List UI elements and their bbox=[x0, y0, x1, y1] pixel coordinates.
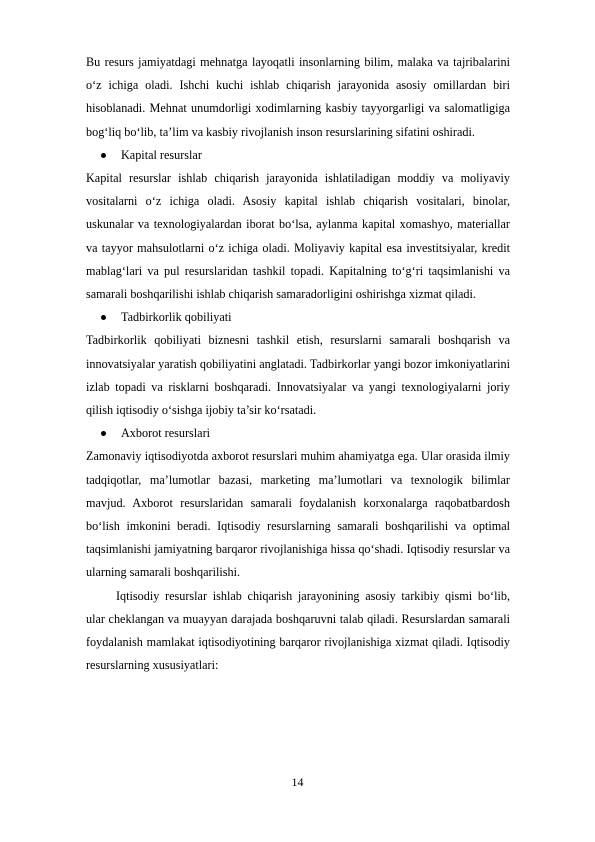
bullet-label: Axborot resurslari bbox=[121, 426, 211, 441]
bullet-label: Tadbirkorlik qobiliyati bbox=[121, 310, 232, 325]
paragraph-economic-resources: Iqtisodiy resurslar ishlab chiqarish jarayonining asosiy tarkibiy qismi bo‘lib, ular cheklangan va muayyan darajada boshqaruvni talab qiladi. Resurslardan samarali foydalanish mamlakat iqtisodiyotining barqaror rivojlanishiga xizmat qiladi. Iqtisodiy resurslarning xususiyatlari: bbox=[86, 588, 510, 673]
paragraph-information-resources: Zamonaviy iqtisodiyotda axborot resurslari muhim ahamiyatga ega. Ular orasida ilmiy tadqiqotlar, ma’lumotlar bazasi, marketing ma’lumotlari va texnologik bilimlar mavjud. Axborot resurslaridan samarali foydalanish korxonalarga raqobatbardosh bo‘lish imkonini beradi. Iqtisodiy resurslarning samarali boshqarilishi va optimal taqsimlanishi jamiyatning barqaror rivojlanishiga hissa qo‘shadi. Iqtisodiy resurslar va ularning samarali boshqarilishi. bbox=[86, 449, 510, 580]
bullet-item-information-resources bbox=[86, 422, 510, 445]
page-number: 14 bbox=[291, 775, 304, 789]
paragraph-labor-resources: Bu resurs jamiyatdagi mehnatga layoqatli insonlarning bilim, malaka va tajribalarini o‘z ichiga oladi. Ishchi kuchi ishlab chiqarish jarayonida asosiy omillardan biri hisoblanadi. Mehnat unumdorligi xodimlarning kasbiy tayyorgarligi va salomatligiga bog‘liq bo‘lib, ta’lim va kasbiy rivojlanish inson resurslarining sifatini oshiradi. bbox=[86, 55, 510, 139]
bullet-label: Kapital resurslar bbox=[121, 147, 202, 162]
document-body bbox=[86, 51, 510, 677]
bullet-item-capital-resources bbox=[86, 144, 510, 167]
bullet-icon bbox=[101, 315, 106, 320]
bullet-icon bbox=[101, 153, 106, 158]
paragraph-capital-resources: Kapital resurslar ishlab chiqarish jarayonida ishlatiladigan moddiy va moliyaviy vositalarni o‘z ichiga oladi. Asosiy kapital ishlab chiqarish vositalari, binolar, uskunalar va texnologiyalardan iborat bo‘lsa, aylanma kapital xomashyo, materiallar va tayyor mahsulotlarni o‘z ichiga oladi. Moliyaviy kapital esa investitsiyalar, kredit mablag‘lari va pul resurslaridan tashkil topadi. Kapitalning to‘g‘ri taqsimlanishi va samarali boshqarilishi ishlab chiqarish samaradorligini oshirishga xizmat qiladi. bbox=[86, 171, 510, 302]
bullet-item-entrepreneurship bbox=[86, 306, 510, 329]
paragraph-entrepreneurship: Tadbirkorlik qobiliyati biznesni tashkil etish, resurslarni samarali boshqarish va innovatsiyalar yaratish qobiliyatini anglatadi. Tadbirkorlar yangi bozor imkoniyatlarini izlab topadi va risklarni boshqaradi. Innovatsiyalar va yangi texnologiyalarni joriy qilish iqtisodiy o‘sishga ijobiy ta’sir ko‘rsatadi. bbox=[86, 333, 510, 418]
bullet-icon bbox=[101, 431, 106, 436]
